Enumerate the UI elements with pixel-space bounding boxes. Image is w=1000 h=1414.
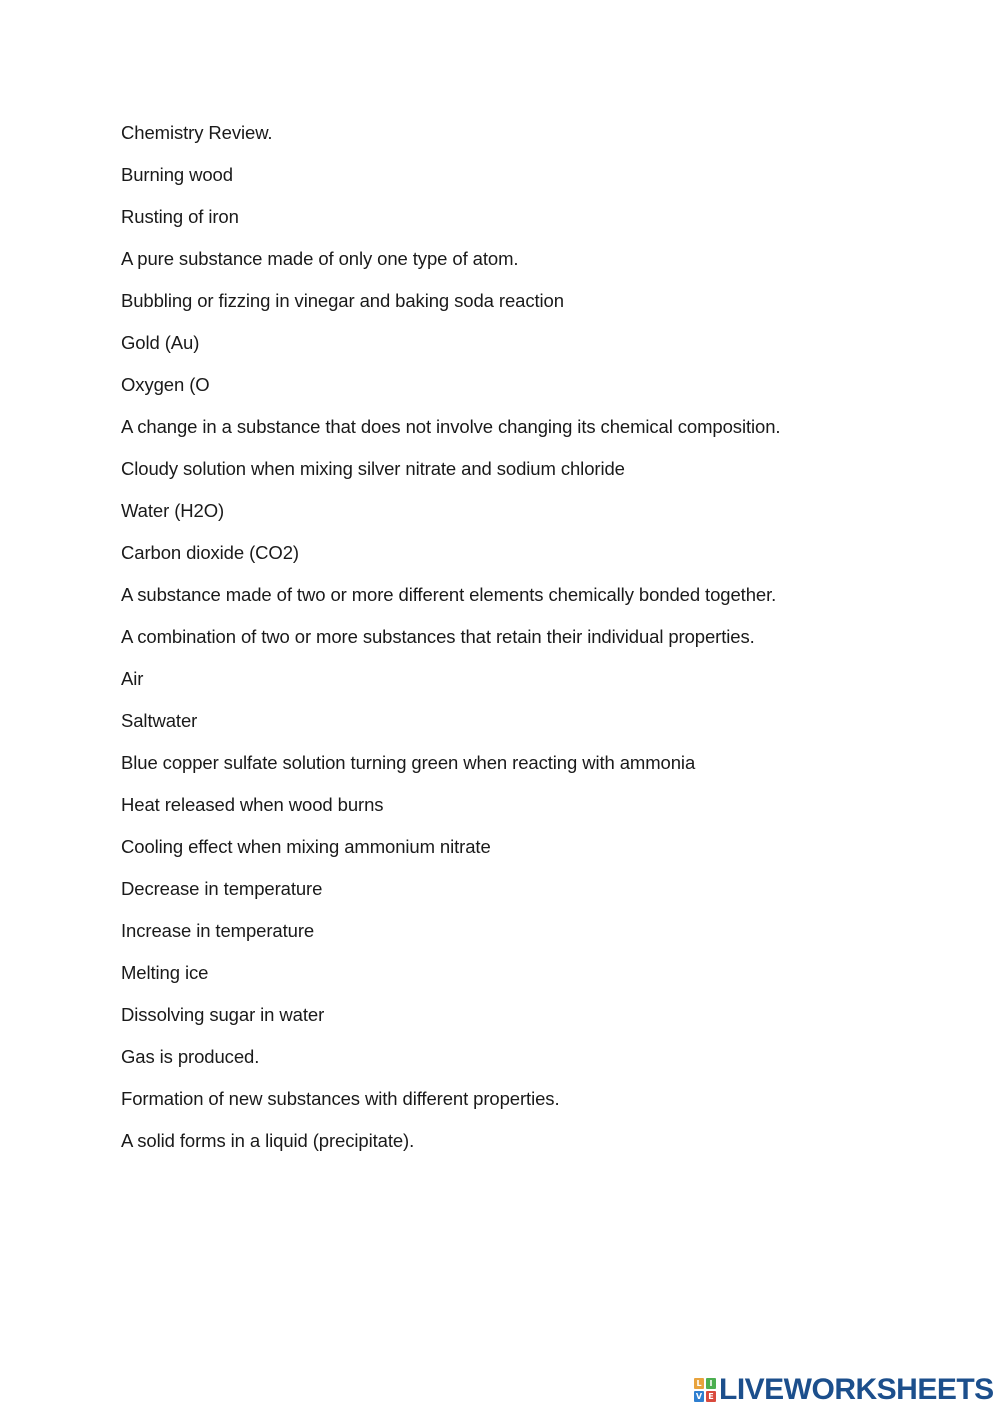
list-item: Gas is produced. <box>121 1046 260 1067</box>
list-item: Dissolving sugar in water <box>121 1004 325 1025</box>
list-item: Cooling effect when mixing ammonium nitrate <box>121 836 491 857</box>
liveworksheets-logo-icon <box>694 1378 716 1402</box>
logo-tile-e: E <box>706 1391 716 1402</box>
list-item: Melting ice <box>121 962 209 983</box>
list-item: Cloudy solution when mixing silver nitrate and sodium chloride <box>121 458 625 479</box>
brand-name: LIVEWORKSHEETS <box>719 1373 994 1406</box>
list-item: Heat released when wood burns <box>121 794 384 815</box>
list-item: Decrease in temperature <box>121 878 323 899</box>
list-item: Increase in temperature <box>121 920 315 941</box>
logo-tile-l: L <box>694 1378 704 1389</box>
page-title: Chemistry Review. <box>121 122 273 143</box>
list-item: Burning wood <box>121 164 233 185</box>
list-item: Air <box>121 668 144 689</box>
list-item: Oxygen (O <box>121 374 210 395</box>
list-item: Saltwater <box>121 710 198 731</box>
list-item: A combination of two or more substances that retain their individual properties. <box>121 626 755 647</box>
logo-tile-i: I <box>706 1378 716 1389</box>
list-item: A pure substance made of only one type of atom. <box>121 248 519 269</box>
logo-tile-v: V <box>695 1392 703 1401</box>
list-item: A substance made of two or more different elements chemically bonded together. <box>121 584 777 605</box>
list-item: A change in a substance that does not involve changing its chemical composition. <box>121 416 781 437</box>
list-item: Water (H2O) <box>121 500 225 521</box>
list-item: Bubbling or fizzing in vinegar and baking soda reaction <box>121 290 564 311</box>
list-item: Carbon dioxide (CO2) <box>121 542 299 563</box>
list-item: Formation of new substances with different properties. <box>121 1088 560 1109</box>
list-item: Gold (Au) <box>121 332 200 353</box>
list-item: A solid forms in a liquid (precipitate). <box>121 1130 415 1151</box>
review-lines <box>121 120 780 1170</box>
liveworksheets-logo <box>694 1374 994 1406</box>
list-item: Blue copper sulfate solution turning green when reacting with ammonia <box>121 752 696 773</box>
list-item: Rusting of iron <box>121 206 239 227</box>
